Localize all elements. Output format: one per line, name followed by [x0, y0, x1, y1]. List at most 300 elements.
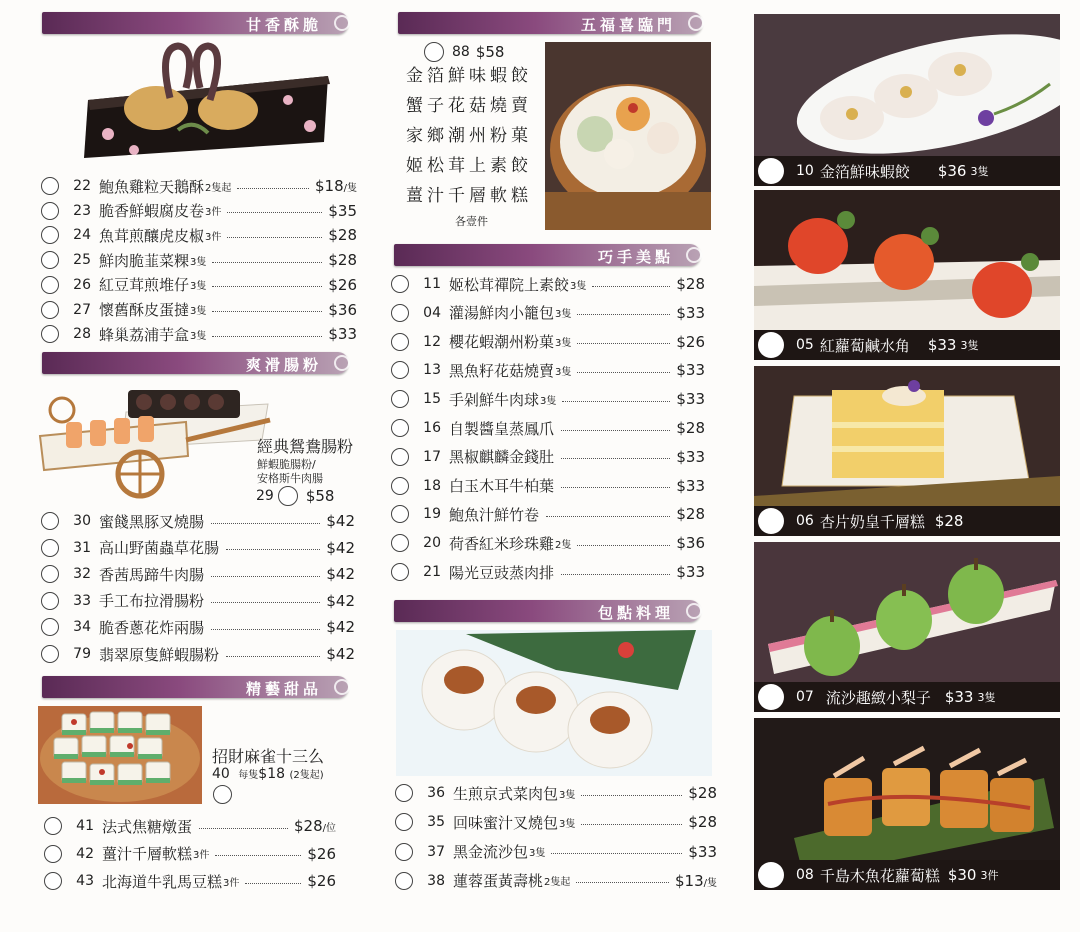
order-checkbox[interactable]	[41, 618, 59, 636]
five-blessings-order-row	[424, 41, 524, 63]
item-number: 27	[73, 301, 91, 318]
item-name: 杏片奶皇千層糕	[819, 512, 925, 531]
item-note: 3隻	[977, 691, 996, 704]
item-price: $28	[676, 419, 705, 437]
item-price-wrap	[326, 512, 355, 530]
item-price: $28	[688, 784, 717, 802]
item-price: $26	[307, 844, 336, 863]
item-name: 北海道牛乳馬豆糕	[102, 872, 223, 891]
item-price-wrap	[326, 645, 355, 663]
item-name: 手剁鮮牛肉球	[449, 390, 540, 409]
leader-dots	[227, 237, 322, 238]
item-price-wrap	[328, 325, 357, 343]
item-number: 88	[452, 44, 470, 60]
item-price-wrap	[326, 592, 355, 610]
menu-item-row	[391, 503, 705, 525]
item-name: 蓮蓉蛋黃壽桃	[453, 872, 544, 891]
order-checkbox[interactable]	[391, 304, 409, 322]
leader-dots	[581, 824, 682, 825]
leader-dots	[199, 828, 288, 829]
leader-dots	[212, 286, 322, 287]
item-name: 紅蘿蔔鹹水角	[819, 336, 910, 355]
item-price-wrap	[688, 843, 717, 861]
order-checkbox[interactable]	[395, 784, 413, 802]
feature-card-bar	[754, 682, 1060, 712]
item-number: 28	[73, 326, 91, 343]
menu-item-row	[44, 870, 336, 892]
feature-dessert-price-line	[212, 766, 324, 782]
item-note: 3隻	[529, 848, 546, 860]
item-name: 蜂巢荔浦芋盒	[99, 325, 190, 344]
order-checkbox[interactable]	[44, 845, 62, 863]
order-checkbox[interactable]	[41, 301, 59, 319]
item-price-wrap	[328, 276, 357, 294]
feature-dessert-name: 招財麻雀十三么	[212, 747, 325, 766]
item-number: 38	[427, 872, 445, 889]
leader-dots	[577, 314, 670, 315]
item-number: 10	[796, 163, 814, 179]
item-price-wrap	[688, 784, 717, 802]
feature-card-pear-dumpling	[754, 542, 1060, 712]
menu-item-row	[391, 388, 705, 410]
item-price-wrap	[688, 813, 717, 831]
item-price-wrap	[676, 448, 705, 466]
item-note: 3隻	[555, 366, 572, 378]
order-checkbox[interactable]	[41, 645, 59, 663]
item-price-wrap	[294, 817, 336, 835]
item-price: $33	[328, 325, 357, 344]
item-note: 3隻	[555, 309, 572, 321]
order-checkbox[interactable]	[41, 226, 59, 244]
item-price-wrap	[676, 304, 705, 322]
leader-dots	[215, 855, 301, 856]
item-price: $33	[676, 303, 705, 322]
leader-dots	[577, 372, 670, 373]
menu-item-row	[391, 331, 705, 353]
section-banner-crispy	[42, 12, 348, 34]
order-checkbox[interactable]	[758, 508, 784, 534]
leader-dots	[245, 883, 301, 884]
item-note: 3件	[980, 869, 999, 882]
item-name: 懷舊酥皮蛋撻	[99, 301, 190, 319]
item-note: 3件	[205, 231, 222, 243]
leader-dots	[561, 574, 670, 575]
item-name: 黑魚籽花菇燒賣	[449, 361, 555, 380]
feature-card-custard-cake	[754, 366, 1060, 536]
item-name: 鮑魚雞粒天鵝酥	[99, 177, 205, 196]
leader-dots	[227, 212, 322, 213]
item-name: 陽光豆豉蒸肉排	[449, 563, 555, 582]
item-price: $26	[307, 872, 336, 890]
item-number: 04	[423, 304, 441, 321]
item-price: $33	[927, 336, 957, 354]
order-checkbox[interactable]	[391, 419, 409, 437]
item-note: 3隻	[190, 256, 207, 268]
section-banner-five-blessings	[398, 12, 702, 34]
item-name: 翡翠原隻鮮蝦腸粉	[99, 645, 220, 664]
item-price: $26	[328, 275, 357, 294]
section-title: 五福喜臨門	[580, 16, 676, 34]
feature-card-bar	[754, 330, 1060, 360]
feature-card-shrimp-dumpling	[754, 14, 1060, 186]
menu-item-row	[41, 590, 355, 612]
combo-line: 家鄉潮州粉菓	[406, 126, 532, 146]
item-price-wrap	[328, 301, 357, 319]
item-price-wrap	[676, 563, 705, 581]
feature-card-bar	[754, 156, 1060, 186]
item-number: 33	[73, 592, 91, 609]
menu-item-row	[41, 274, 357, 296]
item-price: $36	[676, 534, 705, 553]
price-unit: /位	[322, 823, 336, 834]
item-name: 姬松茸禪院上素餃	[449, 275, 570, 294]
item-price-wrap	[328, 226, 357, 244]
leader-dots	[551, 853, 682, 854]
order-checkbox[interactable]	[391, 477, 409, 495]
order-checkbox[interactable]	[41, 512, 59, 530]
five-blessings-list	[406, 63, 532, 210]
leader-dots	[577, 343, 670, 344]
item-number: 25	[73, 252, 91, 269]
item-name: 黑椒麒麟金錢肚	[449, 448, 555, 467]
item-price-wrap	[326, 565, 355, 583]
item-name: 生煎京式菜肉包	[453, 784, 559, 803]
section-title: 甘香酥脆	[245, 16, 322, 34]
item-number: 23	[73, 202, 91, 219]
order-checkbox[interactable]	[391, 505, 409, 523]
combo-line: 金箔鮮味蝦餃	[406, 66, 532, 86]
item-name: 灌湯鮮肉小籠包	[449, 304, 555, 323]
leader-dots	[211, 523, 320, 524]
item-name: 高山野菌蟲草花腸	[99, 539, 220, 558]
item-note: 3隻	[555, 338, 572, 350]
item-price: $18	[258, 766, 286, 782]
order-checkbox[interactable]	[391, 390, 409, 408]
item-note: 3隻	[190, 306, 207, 317]
item-price: $33	[676, 361, 705, 380]
item-price: $28	[328, 226, 357, 245]
order-checkbox[interactable]	[395, 843, 413, 861]
item-name: 蜜餞黑豚叉燒腸	[99, 512, 205, 531]
order-checkbox[interactable]	[41, 177, 59, 195]
item-note: (2隻起)	[289, 770, 324, 781]
menu-item-row	[41, 200, 357, 222]
leader-dots	[237, 188, 309, 189]
item-number: 34	[73, 619, 91, 636]
menu-item-row	[41, 299, 357, 321]
dim-sum-steamer-photo	[545, 42, 711, 230]
item-number: 15	[423, 391, 441, 408]
feature-rice-roll-name: 經典鴛鴦腸粉	[257, 437, 354, 456]
item-number: 43	[76, 873, 94, 889]
item-price-wrap	[676, 419, 705, 437]
item-price: $58	[475, 43, 505, 61]
feature-rice-roll-row	[256, 485, 366, 507]
leader-dots	[581, 795, 682, 796]
menu-item-row	[41, 616, 355, 638]
menu-item-row	[41, 175, 357, 197]
item-number: 40	[212, 766, 230, 782]
order-checkbox[interactable]	[391, 333, 409, 351]
order-checkbox[interactable]	[395, 813, 413, 831]
item-number: 11	[423, 276, 441, 292]
item-name: 法式焦糖燉蛋	[102, 817, 193, 836]
order-checkbox[interactable]	[758, 158, 784, 184]
menu-item-row	[41, 323, 357, 345]
item-name: 香茜馬蹄牛肉腸	[99, 565, 205, 584]
item-price-wrap	[676, 477, 705, 495]
order-checkbox[interactable]	[41, 276, 59, 294]
item-note: 3隻	[190, 281, 207, 293]
item-number: 26	[73, 276, 91, 293]
item-name: 回味蜜汁叉燒包	[453, 813, 559, 832]
item-number: 36	[427, 785, 445, 801]
item-name: 紅豆茸煎堆仔	[99, 276, 190, 295]
item-price-wrap	[328, 251, 357, 269]
price-unit: /隻	[703, 877, 717, 889]
item-number: 06	[796, 513, 814, 529]
item-name: 荷香紅米珍珠雞	[449, 534, 555, 553]
item-price: $36	[937, 162, 967, 180]
five-blessings-note: 各壹件	[455, 215, 488, 228]
item-number: 35	[427, 814, 445, 831]
order-checkbox[interactable]	[424, 42, 444, 62]
order-checkbox[interactable]	[758, 862, 784, 888]
item-price: $26	[676, 332, 705, 351]
item-price-wrap	[328, 202, 357, 220]
section-title: 精藝甜品	[245, 680, 322, 698]
mahjong-dessert-photo	[38, 706, 202, 804]
order-checkbox[interactable]	[213, 785, 232, 804]
item-price: $30	[947, 866, 977, 884]
order-checkbox[interactable]	[391, 563, 409, 581]
item-price: $42	[326, 538, 355, 557]
item-price-wrap	[307, 845, 336, 863]
item-price: $28	[293, 817, 323, 835]
order-checkbox[interactable]	[391, 275, 409, 293]
item-number: 30	[73, 513, 91, 529]
menu-item-row	[395, 811, 717, 833]
section-banner-skilled	[394, 244, 700, 266]
order-checkbox[interactable]	[41, 251, 59, 269]
item-note: 2隻起	[544, 877, 571, 889]
item-number: 21	[423, 564, 441, 580]
item-price-wrap	[315, 177, 357, 195]
price-unit: /隻	[343, 183, 357, 194]
feature-card-radish-cake	[754, 718, 1060, 890]
menu-item-row	[395, 782, 717, 804]
item-price: $42	[326, 565, 355, 584]
feature-rice-roll-sub2: 安格斯牛肉腸	[257, 472, 323, 485]
order-checkbox[interactable]	[41, 202, 59, 220]
item-name: 櫻花蝦潮州粉菓	[449, 333, 555, 352]
item-price: $33	[676, 563, 705, 581]
order-checkbox[interactable]	[41, 539, 59, 557]
item-price: $28	[688, 813, 717, 832]
menu-item-row	[44, 815, 336, 837]
menu-item-row	[41, 563, 355, 585]
item-price-wrap	[307, 872, 336, 890]
section-title: 爽滑腸粉	[245, 356, 322, 374]
order-checkbox[interactable]	[278, 486, 298, 506]
menu-item-row	[391, 359, 705, 381]
menu-item-row	[41, 643, 355, 665]
order-checkbox[interactable]	[44, 872, 62, 890]
order-checkbox[interactable]	[391, 361, 409, 379]
feature-card-bar	[754, 860, 1060, 890]
item-price: $18	[314, 177, 344, 195]
menu-item-row	[391, 446, 705, 468]
leader-dots	[211, 576, 320, 577]
item-price: $33	[688, 842, 717, 861]
menu-item-row	[44, 843, 336, 865]
leader-dots	[226, 549, 320, 550]
item-price-wrap	[676, 505, 705, 523]
item-price: $33	[676, 476, 705, 495]
item-price: $28	[676, 275, 705, 293]
item-price: $28	[934, 512, 964, 530]
item-name: 白玉木耳牛柏葉	[449, 477, 555, 496]
item-name: 千島木魚花蘿蔔糕	[819, 866, 940, 885]
order-checkbox[interactable]	[391, 534, 409, 552]
order-checkbox[interactable]	[758, 684, 784, 710]
leader-dots	[561, 458, 670, 459]
order-checkbox[interactable]	[44, 817, 62, 835]
item-number: 37	[427, 843, 445, 860]
item-price: $42	[326, 591, 355, 610]
menu-item-row	[41, 224, 357, 246]
item-number: 19	[423, 506, 441, 523]
item-price: $33	[944, 688, 974, 706]
item-price: $28	[328, 251, 357, 270]
item-number: 16	[423, 420, 441, 436]
swan-pastry-photo	[78, 38, 340, 166]
item-number: 18	[423, 477, 441, 494]
price-prefix: 每隻	[238, 770, 259, 781]
item-price-wrap	[326, 539, 355, 557]
menu-item-row	[391, 273, 705, 295]
section-banner-dessert	[42, 676, 348, 698]
item-note: 2隻起	[205, 182, 232, 194]
item-name: 鮮肉脆韮菜粿	[99, 251, 190, 270]
menu-item-row	[391, 417, 705, 439]
item-note: 3隻	[570, 280, 587, 292]
item-price-wrap	[676, 390, 705, 408]
item-price: $13	[674, 871, 704, 890]
leader-dots	[561, 487, 670, 488]
item-price-wrap	[676, 534, 705, 552]
menu-item-row	[391, 561, 705, 583]
item-name: 自製醬皇蒸鳳爪	[449, 419, 555, 438]
item-note: 3件	[223, 877, 240, 889]
item-number: 32	[73, 566, 91, 583]
item-number: 17	[423, 448, 441, 465]
item-number: 22	[73, 178, 91, 194]
item-price: $33	[676, 447, 705, 466]
item-name: 黑金流沙包	[453, 843, 529, 862]
order-checkbox[interactable]	[41, 325, 59, 343]
item-number: 24	[73, 227, 91, 244]
menu-item-row	[41, 537, 355, 559]
item-number: 79	[73, 646, 91, 662]
item-note: 3隻	[960, 339, 979, 352]
feature-card-carrot-dumpling	[754, 190, 1060, 360]
item-note: 3隻	[559, 789, 576, 801]
order-checkbox[interactable]	[758, 332, 784, 358]
order-checkbox[interactable]	[391, 448, 409, 466]
item-price: $42	[326, 618, 355, 637]
item-name: 脆香鮮蝦腐皮卷	[99, 202, 205, 221]
leader-dots	[226, 656, 320, 657]
menu-item-row	[391, 302, 705, 324]
leader-dots	[576, 882, 669, 883]
item-name: 流沙趣緻小梨子	[825, 688, 931, 707]
combo-line: 蟹子花菇燒賣	[406, 96, 532, 116]
leader-dots	[212, 311, 322, 312]
section-title: 巧手美點	[597, 248, 674, 266]
menu-item-row	[391, 475, 705, 497]
item-note: 3隻	[559, 818, 576, 830]
item-number: 07	[796, 689, 814, 705]
item-name: 鮑魚汁鮮竹卷	[449, 505, 540, 524]
item-price: $33	[676, 390, 705, 409]
item-name: 魚茸煎釀虎皮椒	[99, 226, 205, 245]
feature-card-bar	[754, 506, 1060, 536]
item-price: $42	[326, 512, 355, 530]
item-number: 08	[796, 867, 814, 883]
item-number: 20	[423, 535, 441, 552]
order-checkbox[interactable]	[41, 565, 59, 583]
leader-dots	[577, 545, 670, 546]
leader-dots	[546, 516, 670, 517]
item-price: $28	[676, 505, 705, 524]
item-number: 12	[423, 333, 441, 350]
item-note: 3隻	[970, 165, 989, 178]
combo-line: 薑汁千層軟糕	[406, 186, 532, 206]
item-number: 41	[76, 818, 94, 834]
leader-dots	[211, 602, 320, 603]
order-checkbox[interactable]	[41, 592, 59, 610]
item-note: 3件	[193, 850, 210, 861]
item-price-wrap	[675, 872, 717, 890]
item-price: $42	[326, 645, 355, 663]
menu-item-row	[41, 510, 355, 532]
item-number: 29	[256, 488, 274, 504]
leader-dots	[211, 629, 320, 630]
item-name: 金箔鮮味蝦餃	[819, 162, 910, 181]
section-banner-buns	[394, 600, 700, 622]
rice-roll-cart-photo	[36, 382, 272, 500]
buns-photo	[396, 630, 712, 776]
item-price: $58	[305, 487, 335, 505]
item-note: 3隻	[540, 395, 557, 407]
leader-dots	[212, 262, 322, 263]
leader-dots	[561, 430, 670, 431]
leader-dots	[562, 401, 670, 402]
item-number: 05	[796, 337, 814, 353]
feature-rice-roll-sub1: 鮮蝦脆腸粉/	[257, 458, 316, 471]
menu-item-row	[41, 249, 357, 271]
menu-item-row	[391, 532, 705, 554]
item-price-wrap	[676, 275, 705, 293]
section-title: 包點料理	[597, 604, 674, 622]
section-banner-rice-roll	[42, 352, 348, 374]
order-checkbox[interactable]	[395, 872, 413, 890]
item-price: $36	[328, 300, 357, 319]
item-number: 13	[423, 362, 441, 379]
leader-dots	[592, 286, 670, 287]
item-price-wrap	[676, 361, 705, 379]
